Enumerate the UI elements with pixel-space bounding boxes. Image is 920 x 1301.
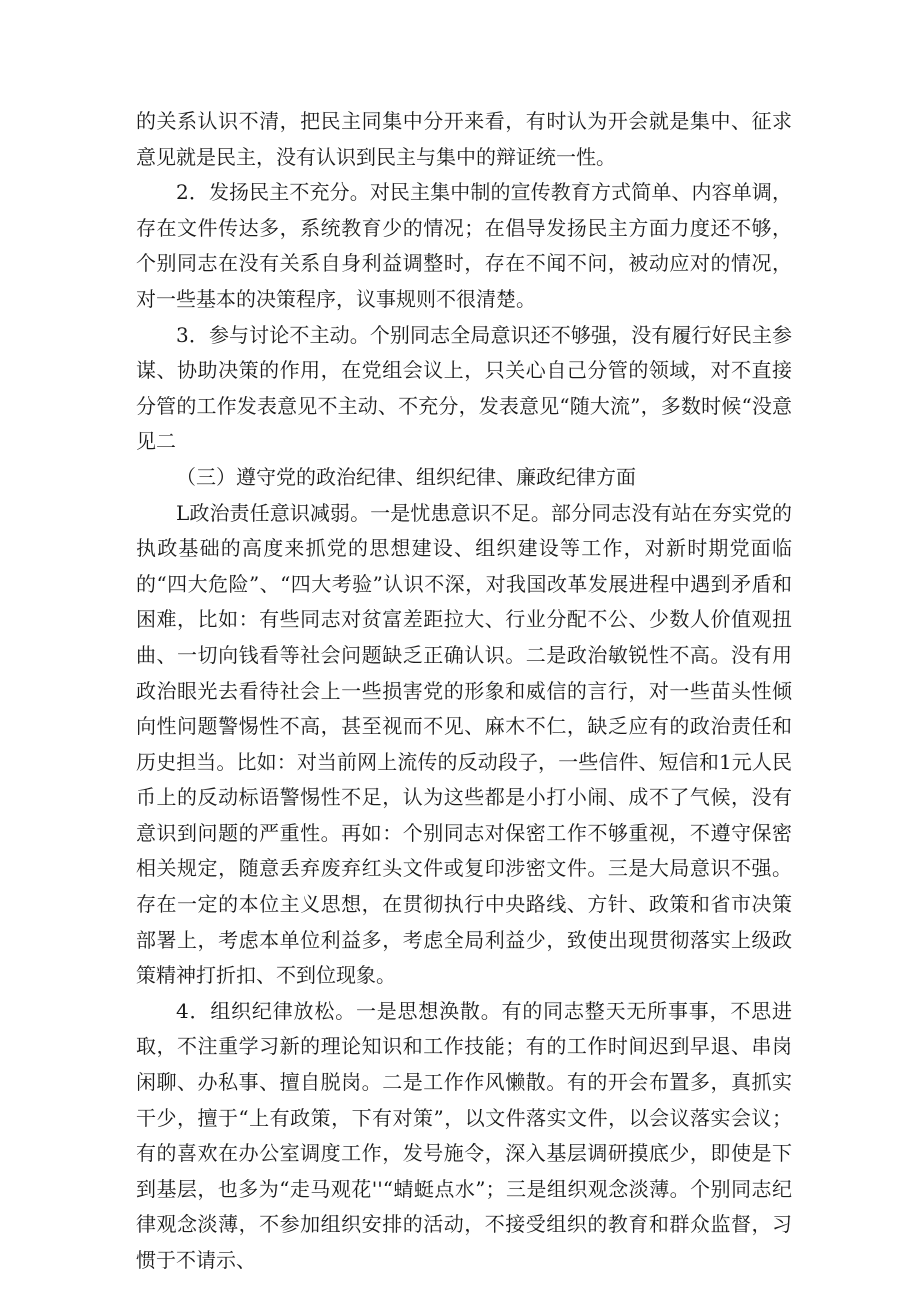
paragraph-item-political-responsibility: L政治责任意识减弱。一是忧患意识不足。部分同志没有站在夯实党的执政基础的高度来抓党的思想建设、组织建设等工作，对新时期党面临的“四大危险”、“四大考验”认识不深，对我国改革发展进程中遇到矛盾和困难，比如：有些同志对贫富差距拉大、行业分配不公、少数人价值观扭曲、一切向钱看等社会问题缺乏正确认识。二是政治敏锐性不高。没有用政治眼光去看待社会上一些损害党的形象和威信的言行，对一些苗头性倾向性问题警惕性不高，甚至视而不见、麻木不仁，缺乏应有的政治责任和历史担当。比如：对当前网上流传的反动段子，一些信件、短信和1元人民币上的反动标语警惕性不足，认为这些都是小打小闹、成不了气候，没有意识到问题的严重性。再如：个别同志对保密工作不够重视，不遵守保密相关规定，随意丢弃废弃红头文件或复印涉密文件。三是大局意识不强。存在一定的本位主义思想，在贯彻执行中央路线、方针、政策和省市决策部署上，考虑本单位利益多，考虑全局利益少，致使出现贯彻落实上级政策精神打折扣、不到位现象。 bbox=[136, 500, 792, 988]
paragraph-item-2: 2．发扬民主不充分。对民主集中制的宣传教育方式简单、内容单调，存在文件传达多，系统教育少的情况；在倡导发扬民主方面力度还不够，个别同志在没有关系自身利益调整时，存在不闻不问，被动应对的情况，对一些基本的决策程序，议事规则不很清楚。 bbox=[136, 180, 792, 311]
paragraph-item-3: 3．参与讨论不主动。个别同志全局意识还不够强，没有履行好民主参谋、协助决策的作用，在党组会议上，只关心自己分管的领域，对不直接分管的工作发表意见不主动、不充分，发表意见“随大流”，多数时候“没意见二 bbox=[136, 322, 792, 454]
paragraph-continuation: 的关系认识不清，把民主同集中分开来看，有时认为开会就是集中、征求意见就是民主，没有认识到民主与集中的辩证统一性。 bbox=[136, 109, 792, 169]
document-body bbox=[136, 104, 792, 1279]
section-heading: （三）遵守党的政治纪律、组织纪律、廉政纪律方面 bbox=[176, 464, 636, 489]
paragraph-item-4: 4．组织纪律放松。一是思想涣散。有的同志整天无所事事，不思进取，不注重学习新的理论知识和工作技能；有的工作时间迟到早退、串岗闲聊、办私事、擅自脱岗。二是工作作风懒散。有的开会布置多，真抓实干少，擅于“上有政策，下有对策”，以文件落实文件，以会议落实会议；有的喜欢在办公室调度工作，发号施令，深入基层调研摸底少，即使是下到基层，也多为“走马观花''“蜻蜓点水”；三是组织观念淡薄。个别同志纪律观念淡薄，不参加组织安排的活动，不接受组织的教育和群众监督，习惯于不请示、 bbox=[136, 998, 792, 1272]
